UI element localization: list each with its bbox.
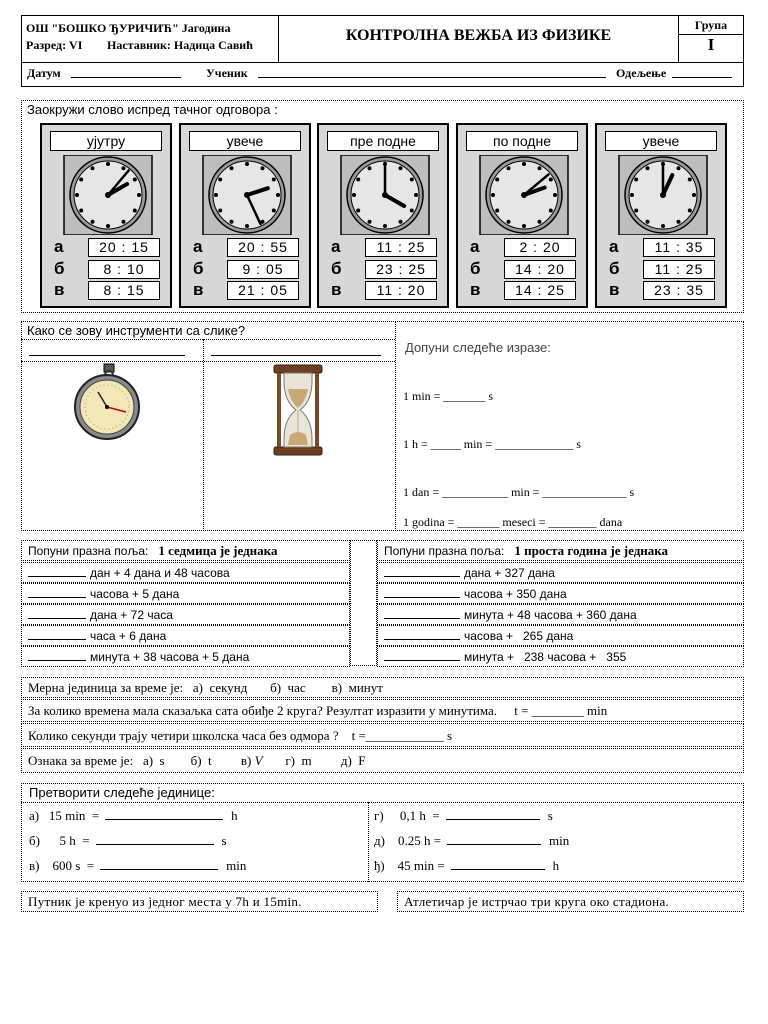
clock-option[interactable]: [327, 259, 443, 279]
answer-blank[interactable]: [28, 628, 86, 640]
table-row[interactable]: [21, 562, 350, 583]
row-text: часа + 6 дана: [90, 629, 167, 643]
answer-blank[interactable]: [28, 565, 86, 577]
conversion-item[interactable]: [29, 858, 246, 874]
clock-option[interactable]: [327, 280, 443, 300]
word-problem-right: Атлетичар је истрчао три круга око стадиона.: [397, 891, 744, 912]
answer-blank[interactable]: [451, 858, 545, 870]
clock-caption: ујутру: [50, 131, 162, 151]
week-header-label: Попуни празна поља:: [28, 544, 149, 558]
answer-blank[interactable]: [384, 586, 460, 598]
clock-caption: увече: [605, 131, 717, 151]
school-name: ОШ "БОШКО ЂУРИЧИЋ" Јагодина: [26, 21, 231, 35]
week-table-header: [21, 540, 350, 561]
year-header-title: 1 проста година је једнака: [514, 543, 669, 558]
table-row[interactable]: [21, 604, 350, 625]
clock-card: [317, 123, 449, 308]
clock-face-icon: [335, 155, 435, 235]
page-title: КОНТРОЛНА ВЕЖБА ИЗ ФИЗИКЕ: [345, 27, 612, 44]
option-time: 9 : 05: [227, 260, 299, 279]
conversion-unit: h: [231, 808, 238, 823]
option-time: 11 : 25: [643, 260, 715, 279]
option-time: 14 : 20: [504, 260, 576, 279]
option-time: 8 : 15: [88, 281, 160, 300]
option-letter: а: [331, 237, 341, 256]
clock-option[interactable]: [189, 237, 305, 257]
instrument-1-answer[interactable]: [29, 355, 185, 356]
clock-option[interactable]: [189, 280, 305, 300]
row-text: дан + 4 дана и 48 часова: [90, 566, 230, 580]
conversion-label: г) 0,1 h =: [374, 808, 440, 823]
word-problem-left: Путник је кренуо из једног места у 7h и 15min.: [21, 891, 378, 912]
conversion-label: д) 0.25 h =: [374, 833, 442, 848]
table-row[interactable]: [21, 583, 350, 604]
seconds-question[interactable]: Колико секунди трају четири школска часа без одмора ? t =____________ s: [21, 723, 744, 747]
table-row[interactable]: [377, 625, 744, 646]
symbol-question-part2: г) m д) F: [262, 753, 366, 768]
clock-card: [456, 123, 588, 308]
conversion-unit: s: [221, 833, 227, 848]
clock-option[interactable]: [50, 280, 166, 300]
option-letter: а: [193, 237, 203, 256]
table-row[interactable]: [21, 646, 350, 667]
clock-option[interactable]: [50, 259, 166, 279]
class-label: Одељење: [616, 66, 667, 80]
year-header-label: Попуни празна поља:: [384, 544, 505, 558]
row-text: минута + 38 часова + 5 дана: [90, 650, 250, 664]
conversion-item[interactable]: [29, 808, 238, 824]
option-time: 8 : 10: [88, 260, 160, 279]
answer-blank[interactable]: [384, 565, 460, 577]
option-time: 21 : 05: [227, 281, 299, 300]
option-time: 14 : 25: [504, 281, 576, 300]
table-row[interactable]: [21, 625, 350, 646]
expression-day-part1: 1 dan = ___________ min =: [403, 485, 543, 499]
clock-option[interactable]: [189, 259, 305, 279]
answer-blank[interactable]: [446, 808, 540, 820]
option-letter: б: [331, 259, 342, 278]
clock-face-icon: [613, 155, 713, 235]
conversion-item[interactable]: [374, 833, 569, 849]
table-row[interactable]: [377, 562, 744, 583]
conversion-label: ђ) 45 min =: [374, 858, 445, 873]
row-text: минута + 238 часова + 355: [464, 650, 627, 664]
clocks-instruction: Заокружи слово испред тачног одговора :: [27, 102, 278, 117]
conversion-unit: h: [552, 858, 560, 873]
option-time: 20 : 15: [88, 238, 160, 257]
teacher-label: Наставник: Надица Савић: [107, 38, 253, 52]
row-text: часова + 5 дана: [90, 587, 180, 601]
week-header-title: 1 седмица је једнака: [158, 543, 278, 558]
clock-option[interactable]: [605, 237, 721, 257]
row-text: часова + 265 дана: [464, 629, 574, 643]
expressions-title: Допуни следеће изразе:: [405, 340, 551, 355]
grade-label: Разред: VI: [26, 38, 83, 52]
clock-caption: увече: [189, 131, 301, 151]
option-letter: в: [54, 280, 65, 299]
clock-card: [40, 123, 172, 308]
option-letter: в: [331, 280, 342, 299]
option-time: 11 : 35: [643, 238, 715, 257]
conversion-label: а) 15 min =: [29, 808, 100, 823]
answer-blank[interactable]: [105, 808, 223, 820]
expression-min[interactable]: 1 min = _______ s: [403, 389, 494, 403]
expression-hour-part2: _____________ s: [495, 437, 581, 451]
conversion-unit: min: [226, 858, 247, 873]
week-side-cell: [350, 540, 377, 666]
row-text: дана + 72 часа: [90, 608, 173, 622]
conversion-unit: min: [549, 833, 570, 848]
option-time: 11 : 25: [365, 238, 437, 257]
option-letter: в: [609, 280, 620, 299]
conversion-unit: s: [547, 808, 553, 823]
row-text: минута + 48 часова + 360 дана: [464, 608, 637, 622]
date-field[interactable]: [71, 77, 181, 78]
clock-caption: пре подне: [327, 131, 439, 151]
clock-option[interactable]: [605, 259, 721, 279]
clock-option[interactable]: [466, 280, 582, 300]
row-text: дана + 327 дана: [464, 566, 555, 580]
symbol-question[interactable]: [21, 748, 744, 773]
answer-blank[interactable]: [96, 833, 214, 845]
clock-face-icon: [197, 155, 297, 235]
stopwatch-image: [68, 362, 148, 442]
option-letter: в: [193, 280, 204, 299]
option-letter: б: [470, 259, 481, 278]
clock-face-icon: [474, 155, 574, 235]
row-text: часова + 350 дана: [464, 587, 567, 601]
option-time: 2 : 20: [504, 238, 576, 257]
answer-blank[interactable]: [100, 858, 218, 870]
hand-question-text: За колико времена мала сказаљка сата обиђе 2 круга? Резултат изразити у минутима.: [28, 703, 498, 718]
hand-question[interactable]: [21, 699, 744, 722]
clock-option[interactable]: [50, 237, 166, 257]
answer-blank[interactable]: [447, 833, 541, 845]
option-time: 23 : 35: [643, 281, 715, 300]
convert-title: Претворити следеће јединице:: [29, 785, 215, 800]
instrument-2-answer[interactable]: [211, 355, 381, 356]
table-row[interactable]: [377, 604, 744, 625]
option-time: 11 : 20: [365, 281, 437, 300]
option-letter: а: [54, 237, 64, 256]
option-time: 23 : 25: [365, 260, 437, 279]
unit-question[interactable]: Мерна јединица за време је: а) секунд б) час в) минут: [21, 677, 744, 698]
answer-blank[interactable]: [28, 649, 86, 661]
symbol-question-part1: Ознака за време је: а) s б) t в): [28, 753, 255, 768]
option-letter: б: [193, 259, 204, 278]
instruments-question: Како се зову инструменти са слике?: [27, 323, 246, 338]
student-field[interactable]: [258, 77, 606, 78]
group-label: Група: [694, 18, 728, 32]
group-value: I: [707, 35, 715, 54]
clock-face-icon: [58, 155, 158, 235]
hand-question-answer: t = ________ min: [514, 703, 608, 718]
answer-blank[interactable]: [384, 628, 460, 640]
symbol-v: V: [254, 753, 263, 768]
class-field[interactable]: [672, 77, 732, 78]
expression-hour-part1: 1 h = _____ min =: [403, 437, 496, 451]
expression-hour[interactable]: [403, 437, 581, 452]
conversion-item[interactable]: [374, 808, 553, 824]
clock-card: [595, 123, 727, 308]
conversion-label: в) 600 s =: [29, 858, 95, 873]
year-table-header: [377, 540, 744, 561]
hourglass-image: [270, 363, 326, 457]
answer-blank[interactable]: [384, 649, 460, 661]
table-row[interactable]: [377, 583, 744, 604]
answer-blank[interactable]: [384, 607, 460, 619]
conversion-label: б) 5 h =: [29, 833, 90, 848]
clock-option[interactable]: [605, 280, 721, 300]
student-label: Ученик: [206, 66, 248, 80]
clock-caption: по подне: [466, 131, 578, 151]
option-letter: а: [470, 237, 480, 256]
option-letter: а: [609, 237, 619, 256]
option-letter: б: [54, 259, 65, 278]
conversion-item[interactable]: [29, 833, 227, 849]
clock-option[interactable]: [466, 259, 582, 279]
expression-year[interactable]: 1 godina = _______ meseci = ________ dana: [403, 515, 623, 529]
conversion-item[interactable]: [374, 858, 559, 874]
clock-option[interactable]: [327, 237, 443, 257]
table-row[interactable]: [377, 646, 744, 667]
answer-blank[interactable]: [28, 607, 86, 619]
option-letter: в: [470, 280, 481, 299]
expression-day-part2: ______________ s: [542, 485, 635, 499]
clock-option[interactable]: [466, 237, 582, 257]
option-time: 20 : 55: [227, 238, 299, 257]
clock-card: [179, 123, 311, 308]
date-label: Датум: [27, 66, 61, 80]
option-letter: б: [609, 259, 620, 278]
expression-day[interactable]: [403, 485, 634, 500]
answer-blank[interactable]: [28, 586, 86, 598]
